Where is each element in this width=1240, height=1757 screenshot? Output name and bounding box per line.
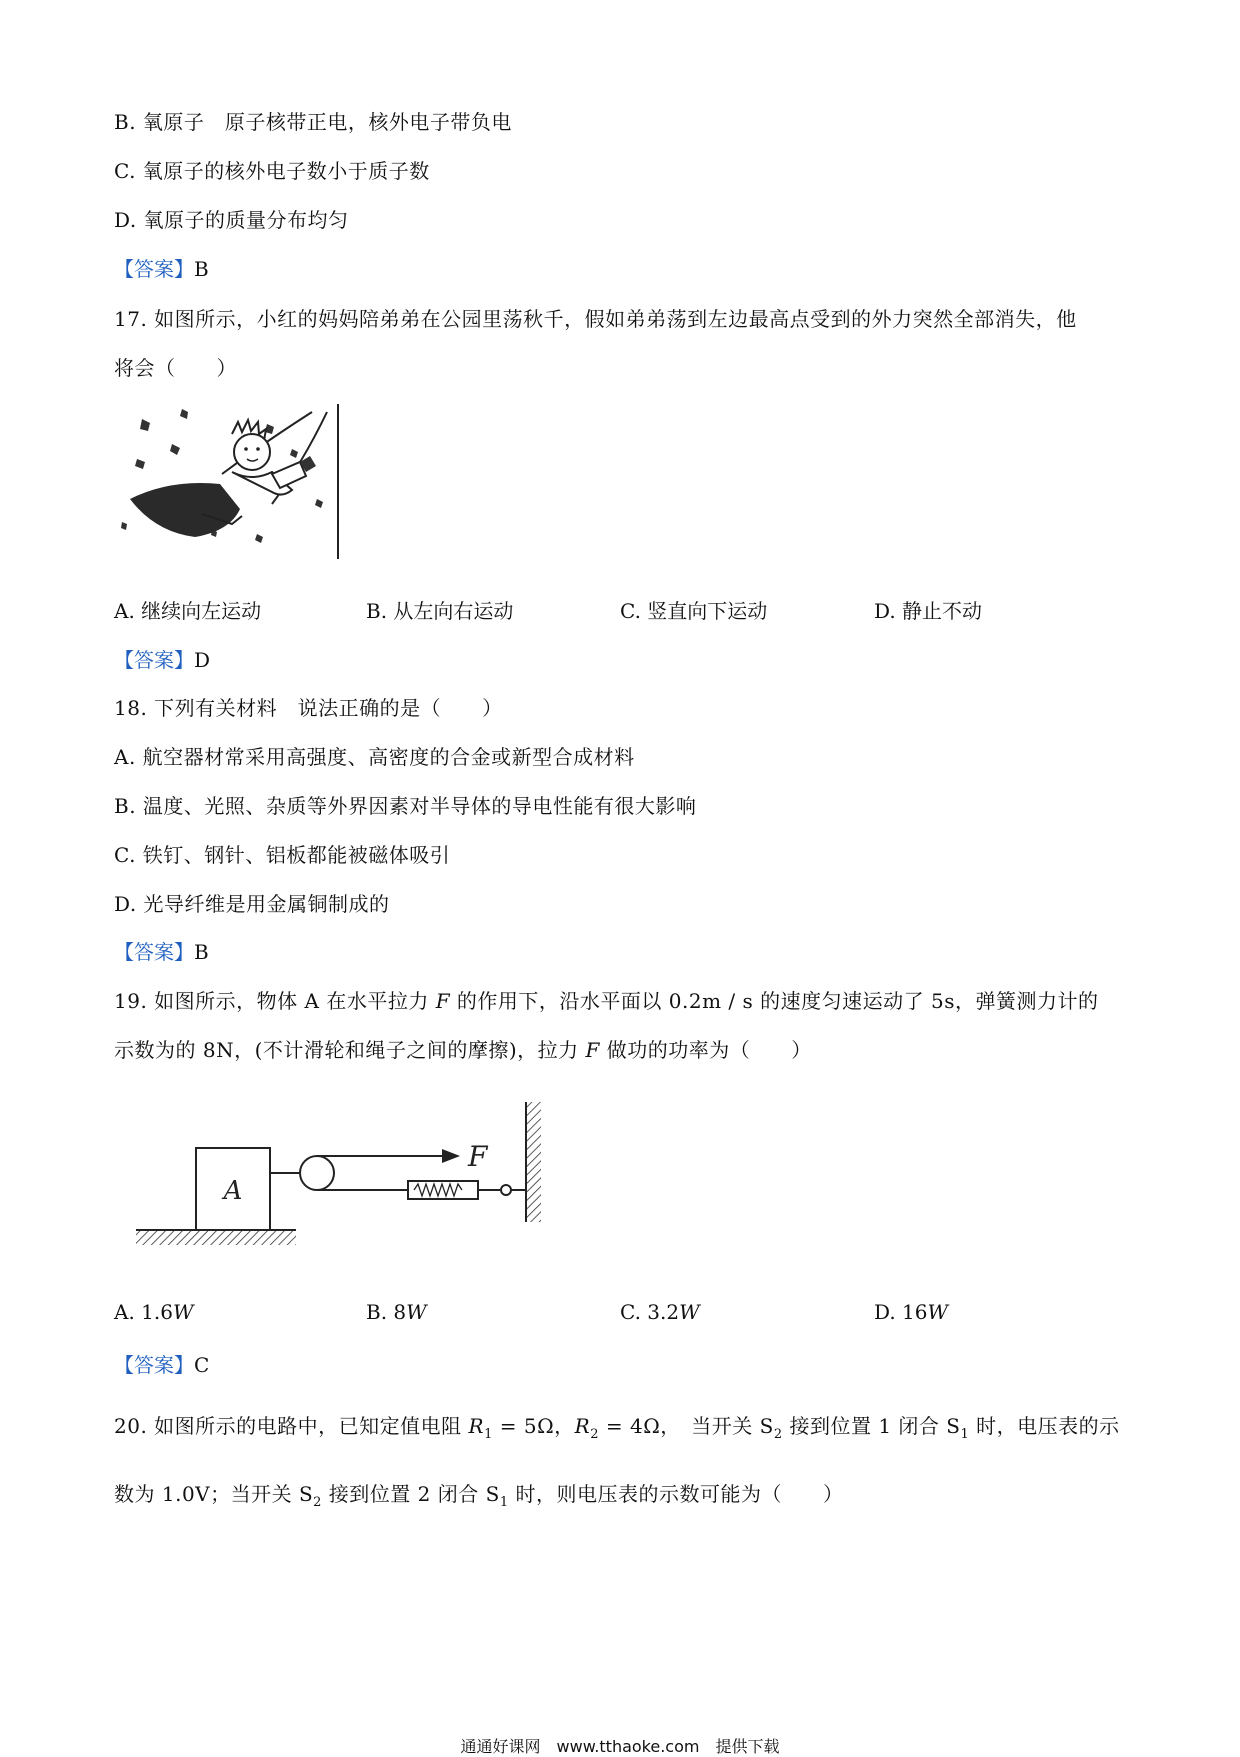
page-footer: 通通好课网 www.tthaoke.com 提供下载 — [460, 1737, 780, 1756]
swing-illustration — [112, 404, 344, 564]
block-label: A — [223, 1176, 243, 1206]
answer-tag: 【答案】 — [114, 257, 194, 281]
answer-value: D — [194, 648, 211, 672]
q19-stem-line1: 19. 如图所示，物体 A 在水平拉力 F 的作用下，沿水平面以 0.2m / s 的速度匀速运动了 5s，弹簧测力计的 — [114, 989, 1099, 1013]
answer-value: B — [194, 257, 209, 281]
answer-tag: 【答案】 — [114, 940, 194, 964]
q18-option-b: B. 温度、光照、杂质等外界因素对半导体的导电性能有很大影响 — [114, 794, 697, 818]
q16-answer — [114, 253, 209, 282]
q17-answer — [114, 644, 210, 673]
answer-value: C — [194, 1353, 210, 1377]
force-variable: F — [585, 1038, 600, 1062]
q19-answer — [114, 1349, 209, 1378]
q16-option-b: B. 氧原子 原子核带正电，核外电子带负电 — [114, 110, 512, 134]
q17-stem-line2: 将会（ ） — [114, 356, 237, 380]
q19-option-d: D. 16W — [874, 1300, 949, 1324]
q16-option-c: C. 氧原子的核外电子数小于质子数 — [114, 159, 430, 183]
force-label: F — [468, 1140, 488, 1173]
q19-option-c: C. 3.2W — [620, 1300, 700, 1324]
q18-option-c: C. 铁钉、钢针、铝板都能被磁体吸引 — [114, 843, 451, 867]
q18-option-d: D. 光导纤维是用金属铜制成的 — [114, 892, 390, 916]
answer-tag: 【答案】 — [114, 1353, 194, 1377]
q19-option-a: A. 1.6W — [114, 1300, 194, 1324]
q17-option-d: D. 静止不动 — [874, 599, 983, 623]
q17-option-c: C. 竖直向下运动 — [620, 599, 768, 623]
q16-option-d: D. 氧原子的质量分布均匀 — [114, 208, 349, 232]
q18-option-a: A. 航空器材常采用高强度、高密度的合金或新型合成材料 — [114, 745, 635, 769]
q19-stem-line2: 示数为的 8N，(不计滑轮和绳子之间的摩擦)，拉力 F 做功的功率为（ ） — [114, 1038, 812, 1062]
answer-tag: 【答案】 — [114, 648, 194, 672]
q18-answer — [114, 936, 209, 965]
answer-value: B — [194, 940, 209, 964]
q17-stem-line1: 17. 如图所示，小红的妈妈陪弟弟在公园里荡秋千，假如弟弟荡到左边最高点受到的外力突然全部消失，他 — [114, 307, 1077, 331]
q17-option-b: B. 从左向右运动 — [366, 599, 514, 623]
q17-option-a: A. 继续向左运动 — [114, 599, 262, 623]
q18-stem: 18. 下列有关材料 说法正确的是（ ） — [114, 696, 503, 720]
pulley-diagram — [130, 1096, 550, 1256]
force-variable: F — [435, 989, 451, 1013]
q20-stem-line1: 20. 如图所示的电路中，已知定值电阻 $R_1 = 5\Omega$，$R_2 = 4\Omega$， 当开关 $S_2$ 接到位置 1 闭合 $S_1$ 时，电压表的示 — [114, 1414, 1120, 1442]
q19-option-b: B. 8W — [366, 1300, 427, 1324]
q20-stem-line2: 数为 1.0V；当开关 $S_2$ 接到位置 2 闭合 $S_1$ 时，则电压表的示数可能为（ ） — [114, 1482, 844, 1510]
